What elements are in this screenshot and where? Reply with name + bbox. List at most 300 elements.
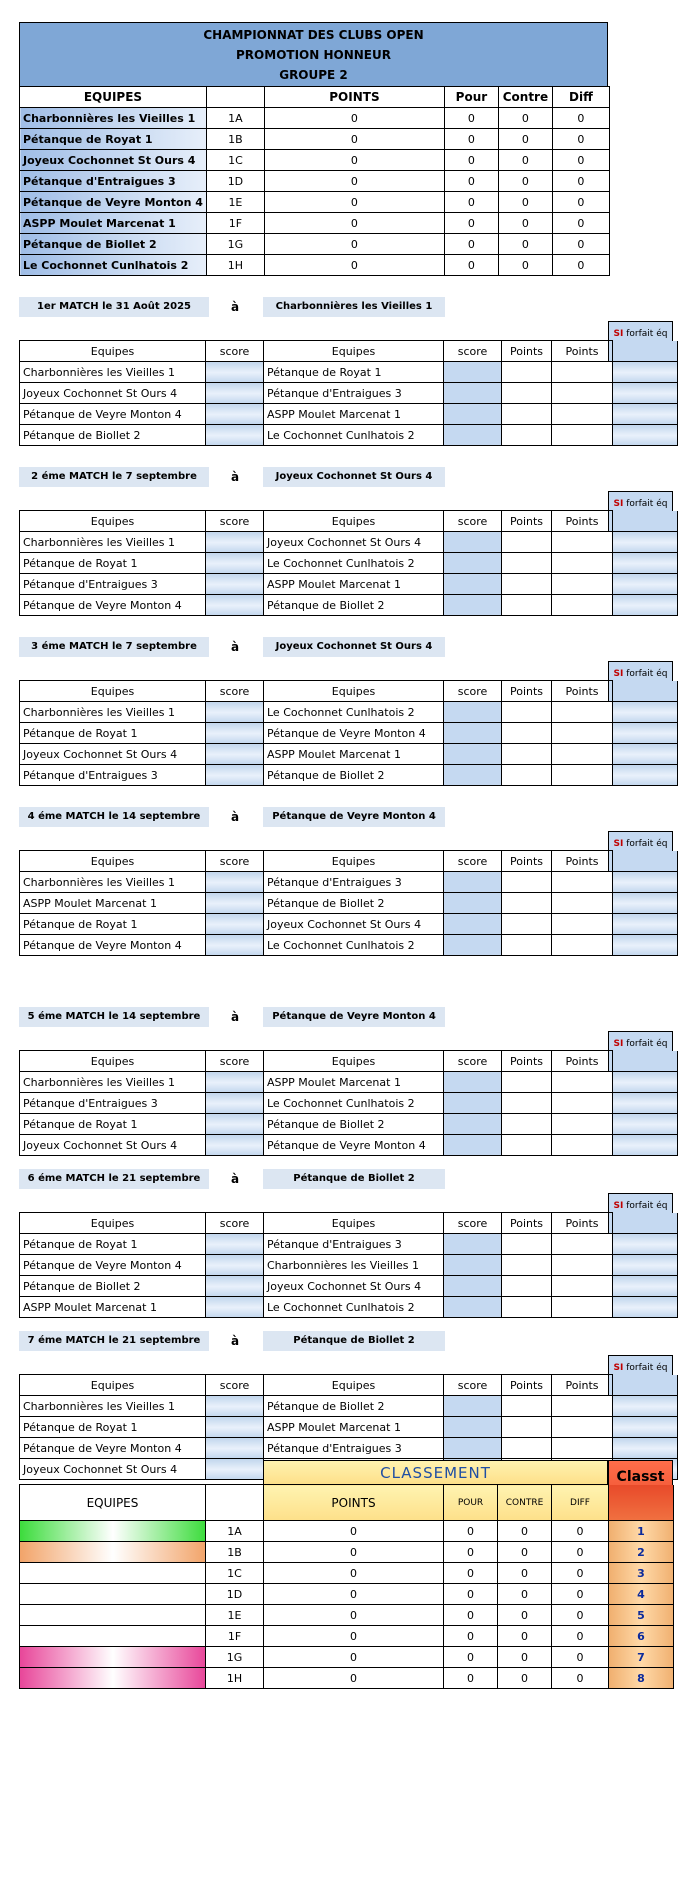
away-score-input[interactable]	[444, 765, 502, 786]
match-away-team: Pétanque d'Entraigues 3	[264, 1234, 444, 1255]
standings-pour: 0	[444, 213, 498, 234]
classement-contre: 0	[498, 1584, 552, 1605]
home-score-input[interactable]	[206, 1255, 264, 1276]
header-title-1: CHAMPIONNAT DES CLUBS OPEN	[203, 28, 424, 42]
forfait-input[interactable]	[613, 1135, 678, 1156]
home-score-input[interactable]	[206, 702, 264, 723]
forfait-si: SI	[613, 839, 624, 849]
home-score-input[interactable]	[206, 872, 264, 893]
match-away-team: ASPP Moulet Marcenat 1	[264, 1072, 444, 1093]
away-points-cell[interactable]	[552, 1438, 613, 1459]
away-points-cell[interactable]	[552, 1417, 613, 1438]
away-points-cell[interactable]	[552, 1072, 613, 1093]
home-points-cell[interactable]	[502, 1438, 552, 1459]
match-home-team: Pétanque de Biollet 2	[20, 425, 206, 446]
match-col-points-home: Points	[502, 1375, 552, 1396]
match-away-team: Joyeux Cochonnet St Ours 4	[264, 532, 444, 553]
match-col-equipes-home: Equipes	[20, 1213, 206, 1234]
home-points-cell[interactable]	[502, 1417, 552, 1438]
home-score-input[interactable]	[206, 1438, 264, 1459]
col-equipes: EQUIPES	[20, 87, 207, 108]
classement-col-pour: POUR	[444, 1485, 498, 1521]
classement-col-points: POINTS	[264, 1485, 444, 1521]
away-points-cell[interactable]	[552, 383, 613, 404]
home-points-cell[interactable]	[502, 1135, 552, 1156]
match-venue-separator: à	[230, 640, 240, 654]
forfait-input[interactable]	[613, 765, 678, 786]
away-score-input[interactable]	[444, 362, 502, 383]
match-home-team: Charbonnières les Vieilles 1	[20, 362, 206, 383]
match-home-team: Charbonnières les Vieilles 1	[20, 1072, 206, 1093]
away-points-cell[interactable]	[552, 425, 613, 446]
forfait-input[interactable]	[613, 1072, 678, 1093]
match-away-team: Le Cochonnet Cunlhatois 2	[264, 553, 444, 574]
standings-row	[20, 192, 610, 213]
home-points-cell[interactable]	[502, 1072, 552, 1093]
home-score-input[interactable]	[206, 1459, 264, 1480]
forfait-input[interactable]	[613, 425, 678, 446]
match-table	[19, 850, 678, 956]
col-points: POINTS	[264, 87, 444, 108]
home-score-input[interactable]	[206, 893, 264, 914]
forfait-input[interactable]	[613, 1114, 678, 1135]
match-row	[20, 362, 678, 383]
home-points-cell[interactable]	[502, 935, 552, 956]
classement-row	[20, 1647, 674, 1668]
standings-team: Charbonnières les Vieilles 1	[20, 108, 207, 129]
match-home-team: Pétanque de Royat 1	[20, 1234, 206, 1255]
home-points-cell[interactable]	[502, 1255, 552, 1276]
classement-code: 1G	[206, 1647, 264, 1668]
home-score-input[interactable]	[206, 765, 264, 786]
match-row	[20, 1276, 678, 1297]
home-points-cell[interactable]	[502, 744, 552, 765]
home-score-input[interactable]	[206, 1135, 264, 1156]
match-home-team: Pétanque de Royat 1	[20, 1114, 206, 1135]
away-points-cell[interactable]	[552, 553, 613, 574]
standings-points: 0	[264, 234, 444, 255]
away-score-input[interactable]	[444, 893, 502, 914]
classement-col-contre: CONTRE	[498, 1485, 552, 1521]
header-title-2: PROMOTION HONNEUR	[236, 48, 391, 62]
forfait-input[interactable]	[613, 1276, 678, 1297]
standings-diff: 0	[552, 192, 609, 213]
classement-rank: 5	[609, 1605, 674, 1626]
col-diff: Diff	[552, 87, 609, 108]
match-col-equipes-home: Equipes	[20, 511, 206, 532]
classement-col-equipes: EQUIPES	[20, 1485, 206, 1521]
match-venue-separator: à	[230, 300, 240, 314]
away-score-input[interactable]	[444, 425, 502, 446]
match-col-forfait	[613, 681, 678, 702]
away-points-cell[interactable]	[552, 1396, 613, 1417]
home-points-cell[interactable]	[502, 765, 552, 786]
match-col-score-home: score	[206, 1051, 264, 1072]
forfait-input[interactable]	[613, 362, 678, 383]
away-score-input[interactable]	[444, 1297, 502, 1318]
standings-pour: 0	[444, 234, 498, 255]
match-away-team: Joyeux Cochonnet St Ours 4	[264, 914, 444, 935]
forfait-si: SI	[613, 499, 624, 509]
match-home-team: Joyeux Cochonnet St Ours 4	[20, 1459, 206, 1480]
away-points-cell[interactable]	[552, 1093, 613, 1114]
home-points-cell[interactable]	[502, 872, 552, 893]
classement-rank: 6	[609, 1626, 674, 1647]
standings-code: 1H	[206, 255, 264, 276]
away-score-input[interactable]	[444, 1114, 502, 1135]
home-score-input[interactable]	[206, 383, 264, 404]
standings-points: 0	[264, 171, 444, 192]
away-score-input[interactable]	[444, 1417, 502, 1438]
match-col-score-away: score	[444, 341, 502, 362]
home-points-cell[interactable]	[502, 574, 552, 595]
match-row	[20, 702, 678, 723]
classement-contre: 0	[498, 1605, 552, 1626]
away-score-input[interactable]	[444, 1234, 502, 1255]
away-points-cell[interactable]	[552, 872, 613, 893]
classement-team-swatch	[20, 1668, 206, 1689]
away-points-cell[interactable]	[552, 914, 613, 935]
classement-diff: 0	[552, 1521, 609, 1542]
away-points-cell[interactable]	[552, 1114, 613, 1135]
forfait-si: SI	[613, 329, 624, 339]
match-col-forfait	[613, 1375, 678, 1396]
home-points-cell[interactable]	[502, 595, 552, 616]
match-row	[20, 935, 678, 956]
forfait-input[interactable]	[613, 1417, 678, 1438]
match-venue: Pétanque de Biollet 2	[263, 1331, 445, 1351]
match-away-team: Le Cochonnet Cunlhatois 2	[264, 935, 444, 956]
home-score-input[interactable]	[206, 553, 264, 574]
classement-diff: 0	[552, 1647, 609, 1668]
match-row	[20, 1396, 678, 1417]
forfait-input[interactable]	[613, 872, 678, 893]
away-score-input[interactable]	[444, 872, 502, 893]
home-score-input[interactable]	[206, 1093, 264, 1114]
standings-team: Joyeux Cochonnet St Ours 4	[20, 150, 207, 171]
away-score-input[interactable]	[444, 914, 502, 935]
match-home-team: ASPP Moulet Marcenat 1	[20, 893, 206, 914]
home-points-cell[interactable]	[502, 383, 552, 404]
standings-row	[20, 255, 610, 276]
classement-pour: 0	[444, 1605, 498, 1626]
standings-header-row	[20, 87, 610, 108]
away-points-cell[interactable]	[552, 702, 613, 723]
forfait-input[interactable]	[613, 935, 678, 956]
match-col-equipes-away: Equipes	[264, 1051, 444, 1072]
forfait-input[interactable]	[613, 595, 678, 616]
match-away-team: Pétanque de Veyre Monton 4	[264, 1135, 444, 1156]
home-points-cell[interactable]	[502, 404, 552, 425]
match-home-team: Pétanque d'Entraigues 3	[20, 1093, 206, 1114]
classement-points: 0	[264, 1584, 444, 1605]
away-score-input[interactable]	[444, 744, 502, 765]
away-score-input[interactable]	[444, 935, 502, 956]
away-points-cell[interactable]	[552, 574, 613, 595]
match-venue: Pétanque de Biollet 2	[263, 1169, 445, 1189]
classement-code: 1B	[206, 1542, 264, 1563]
match-row	[20, 1234, 678, 1255]
classement-code: 1C	[206, 1563, 264, 1584]
classement-pour: 0	[444, 1647, 498, 1668]
match-venue-separator: à	[230, 1334, 240, 1348]
classement-points: 0	[264, 1521, 444, 1542]
home-score-input[interactable]	[206, 1396, 264, 1417]
home-points-cell[interactable]	[502, 1276, 552, 1297]
match-header-row	[20, 1213, 678, 1234]
standings-team: Le Cochonnet Cunlhatois 2	[20, 255, 207, 276]
home-points-cell[interactable]	[502, 1114, 552, 1135]
standings-points: 0	[264, 192, 444, 213]
standings-team: Pétanque d'Entraigues 3	[20, 171, 207, 192]
home-points-cell[interactable]	[502, 893, 552, 914]
home-score-input[interactable]	[206, 1072, 264, 1093]
match-row	[20, 723, 678, 744]
match-home-team: Pétanque de Veyre Monton 4	[20, 595, 206, 616]
match-col-equipes-home: Equipes	[20, 681, 206, 702]
match-row	[20, 1135, 678, 1156]
standings-diff: 0	[552, 255, 609, 276]
away-points-cell[interactable]	[552, 532, 613, 553]
home-points-cell[interactable]	[502, 425, 552, 446]
standings-table	[19, 86, 610, 276]
forfait-input[interactable]	[613, 383, 678, 404]
home-score-input[interactable]	[206, 744, 264, 765]
forfait-input[interactable]	[613, 1438, 678, 1459]
forfait-input[interactable]	[613, 1234, 678, 1255]
forfait-input[interactable]	[613, 723, 678, 744]
away-score-input[interactable]	[444, 1255, 502, 1276]
match-away-team: Pétanque de Biollet 2	[264, 1114, 444, 1135]
match-header-row	[20, 681, 678, 702]
classement-col-code	[206, 1485, 264, 1521]
standings-team: ASPP Moulet Marcenat 1	[20, 213, 207, 234]
match-home-team: Pétanque de Veyre Monton 4	[20, 1438, 206, 1459]
match-away-team: Pétanque de Veyre Monton 4	[264, 723, 444, 744]
match-home-team: Pétanque de Royat 1	[20, 723, 206, 744]
away-score-input[interactable]	[444, 383, 502, 404]
forfait-input[interactable]	[613, 574, 678, 595]
home-score-input[interactable]	[206, 1297, 264, 1318]
away-points-cell[interactable]	[552, 935, 613, 956]
away-score-input[interactable]	[444, 1072, 502, 1093]
standings-diff: 0	[552, 108, 609, 129]
home-score-input[interactable]	[206, 1114, 264, 1135]
away-points-cell[interactable]	[552, 893, 613, 914]
match-col-score-home: score	[206, 511, 264, 532]
away-points-cell[interactable]	[552, 595, 613, 616]
away-score-input[interactable]	[444, 553, 502, 574]
forfait-input[interactable]	[613, 1396, 678, 1417]
away-score-input[interactable]	[444, 1438, 502, 1459]
match-col-points-away: Points	[552, 1051, 613, 1072]
home-points-cell[interactable]	[502, 1093, 552, 1114]
away-score-input[interactable]	[444, 723, 502, 744]
away-score-input[interactable]	[444, 532, 502, 553]
match-col-forfait	[613, 851, 678, 872]
standings-pour: 0	[444, 255, 498, 276]
away-score-input[interactable]	[444, 404, 502, 425]
forfait-input[interactable]	[613, 404, 678, 425]
standings-diff: 0	[552, 150, 609, 171]
forfait-input[interactable]	[613, 744, 678, 765]
home-points-cell[interactable]	[502, 362, 552, 383]
classement-contre: 0	[498, 1521, 552, 1542]
standings-contre: 0	[498, 108, 552, 129]
away-score-input[interactable]	[444, 1396, 502, 1417]
standings-contre: 0	[498, 150, 552, 171]
classement-title: CLASSEMENT	[263, 1460, 608, 1484]
match-col-points-away: Points	[552, 341, 613, 362]
match-row	[20, 404, 678, 425]
standings-row	[20, 171, 610, 192]
match-title: 1er MATCH le 31 Août 2025	[19, 297, 209, 317]
standings-row	[20, 213, 610, 234]
match-away-team: ASPP Moulet Marcenat 1	[264, 1417, 444, 1438]
forfait-input[interactable]	[613, 553, 678, 574]
forfait-input[interactable]	[613, 1255, 678, 1276]
match-col-equipes-home: Equipes	[20, 341, 206, 362]
classement-diff: 0	[552, 1542, 609, 1563]
match-venue: Joyeux Cochonnet St Ours 4	[263, 637, 445, 657]
standings-code: 1D	[206, 171, 264, 192]
classement-pour: 0	[444, 1563, 498, 1584]
match-row	[20, 383, 678, 404]
match-col-points-home: Points	[502, 1213, 552, 1234]
forfait-input[interactable]	[613, 1297, 678, 1318]
classement-final-line1: Classt	[616, 1469, 665, 1485]
match-away-team: ASPP Moulet Marcenat 1	[264, 404, 444, 425]
match-col-score-away: score	[444, 681, 502, 702]
classement-team-swatch	[20, 1584, 206, 1605]
home-score-input[interactable]	[206, 914, 264, 935]
away-points-cell[interactable]	[552, 723, 613, 744]
match-title: 7 éme MATCH le 21 septembre	[19, 1331, 209, 1351]
away-score-input[interactable]	[444, 1276, 502, 1297]
away-score-input[interactable]	[444, 1093, 502, 1114]
home-points-cell[interactable]	[502, 723, 552, 744]
forfait-input[interactable]	[613, 702, 678, 723]
match-home-team: Pétanque d'Entraigues 3	[20, 765, 206, 786]
match-row	[20, 553, 678, 574]
forfait-input[interactable]	[613, 893, 678, 914]
home-score-input[interactable]	[206, 532, 264, 553]
match-venue-separator: à	[230, 470, 240, 484]
away-score-input[interactable]	[444, 595, 502, 616]
match-venue: Joyeux Cochonnet St Ours 4	[263, 467, 445, 487]
match-title: 5 éme MATCH le 14 septembre	[19, 1007, 209, 1027]
home-score-input[interactable]	[206, 574, 264, 595]
match-row	[20, 1114, 678, 1135]
away-points-cell[interactable]	[552, 1297, 613, 1318]
match-col-forfait	[613, 341, 678, 362]
standings-diff: 0	[552, 171, 609, 192]
home-points-cell[interactable]	[502, 532, 552, 553]
match-col-points-home: Points	[502, 341, 552, 362]
classement-col-rank	[609, 1485, 674, 1521]
match-home-team: Charbonnières les Vieilles 1	[20, 1396, 206, 1417]
home-score-input[interactable]	[206, 404, 264, 425]
away-points-cell[interactable]	[552, 362, 613, 383]
match-away-team: Pétanque de Biollet 2	[264, 1396, 444, 1417]
match-col-equipes-away: Equipes	[264, 341, 444, 362]
match-away-team: ASPP Moulet Marcenat 1	[264, 574, 444, 595]
classement-code: 1A	[206, 1521, 264, 1542]
away-score-input[interactable]	[444, 1135, 502, 1156]
home-score-input[interactable]	[206, 1276, 264, 1297]
home-score-input[interactable]	[206, 595, 264, 616]
classement-pour: 0	[444, 1668, 498, 1689]
classement-header-row	[20, 1485, 674, 1521]
home-points-cell[interactable]	[502, 1396, 552, 1417]
classement-pour: 0	[444, 1626, 498, 1647]
match-header-row	[20, 1051, 678, 1072]
match-header-row	[20, 851, 678, 872]
away-score-input[interactable]	[444, 702, 502, 723]
home-points-cell[interactable]	[502, 914, 552, 935]
home-score-input[interactable]	[206, 425, 264, 446]
home-points-cell[interactable]	[502, 702, 552, 723]
match-title: 2 éme MATCH le 7 septembre	[19, 467, 209, 487]
home-points-cell[interactable]	[502, 1297, 552, 1318]
forfait-text: forfait éq	[623, 329, 668, 339]
match-col-points-home: Points	[502, 1051, 552, 1072]
forfait-text: forfait éq	[623, 499, 668, 509]
away-points-cell[interactable]	[552, 765, 613, 786]
match-col-score-away: score	[444, 1213, 502, 1234]
match-away-team: Le Cochonnet Cunlhatois 2	[264, 425, 444, 446]
match-row	[20, 425, 678, 446]
forfait-text: forfait éq	[623, 1363, 668, 1373]
classement-diff: 0	[552, 1563, 609, 1584]
forfait-input[interactable]	[613, 532, 678, 553]
classement-row	[20, 1563, 674, 1584]
home-points-cell[interactable]	[502, 1234, 552, 1255]
match-home-team: Joyeux Cochonnet St Ours 4	[20, 383, 206, 404]
match-home-team: Pétanque de Royat 1	[20, 914, 206, 935]
forfait-input[interactable]	[613, 914, 678, 935]
match-home-team: Pétanque de Biollet 2	[20, 1276, 206, 1297]
classement-row	[20, 1521, 674, 1542]
match-row	[20, 1297, 678, 1318]
forfait-input[interactable]	[613, 1093, 678, 1114]
home-score-input[interactable]	[206, 1417, 264, 1438]
match-col-score-home: score	[206, 341, 264, 362]
home-score-input[interactable]	[206, 935, 264, 956]
match-away-team: Charbonnières les Vieilles 1	[264, 1255, 444, 1276]
home-score-input[interactable]	[206, 1234, 264, 1255]
match-home-team: Pétanque de Royat 1	[20, 553, 206, 574]
match-venue-separator: à	[230, 1010, 240, 1024]
away-points-cell[interactable]	[552, 1255, 613, 1276]
away-points-cell[interactable]	[552, 744, 613, 765]
classement-rank: 2	[609, 1542, 674, 1563]
home-score-input[interactable]	[206, 362, 264, 383]
away-points-cell[interactable]	[552, 1135, 613, 1156]
standings-code: 1C	[206, 150, 264, 171]
classement-code: 1F	[206, 1626, 264, 1647]
header-title-3: GROUPE 2	[279, 68, 348, 82]
away-points-cell[interactable]	[552, 1276, 613, 1297]
away-score-input[interactable]	[444, 574, 502, 595]
match-away-team: Le Cochonnet Cunlhatois 2	[264, 1297, 444, 1318]
away-points-cell[interactable]	[552, 404, 613, 425]
home-points-cell[interactable]	[502, 553, 552, 574]
match-col-forfait	[613, 511, 678, 532]
standings-pour: 0	[444, 192, 498, 213]
away-points-cell[interactable]	[552, 1234, 613, 1255]
home-score-input[interactable]	[206, 723, 264, 744]
